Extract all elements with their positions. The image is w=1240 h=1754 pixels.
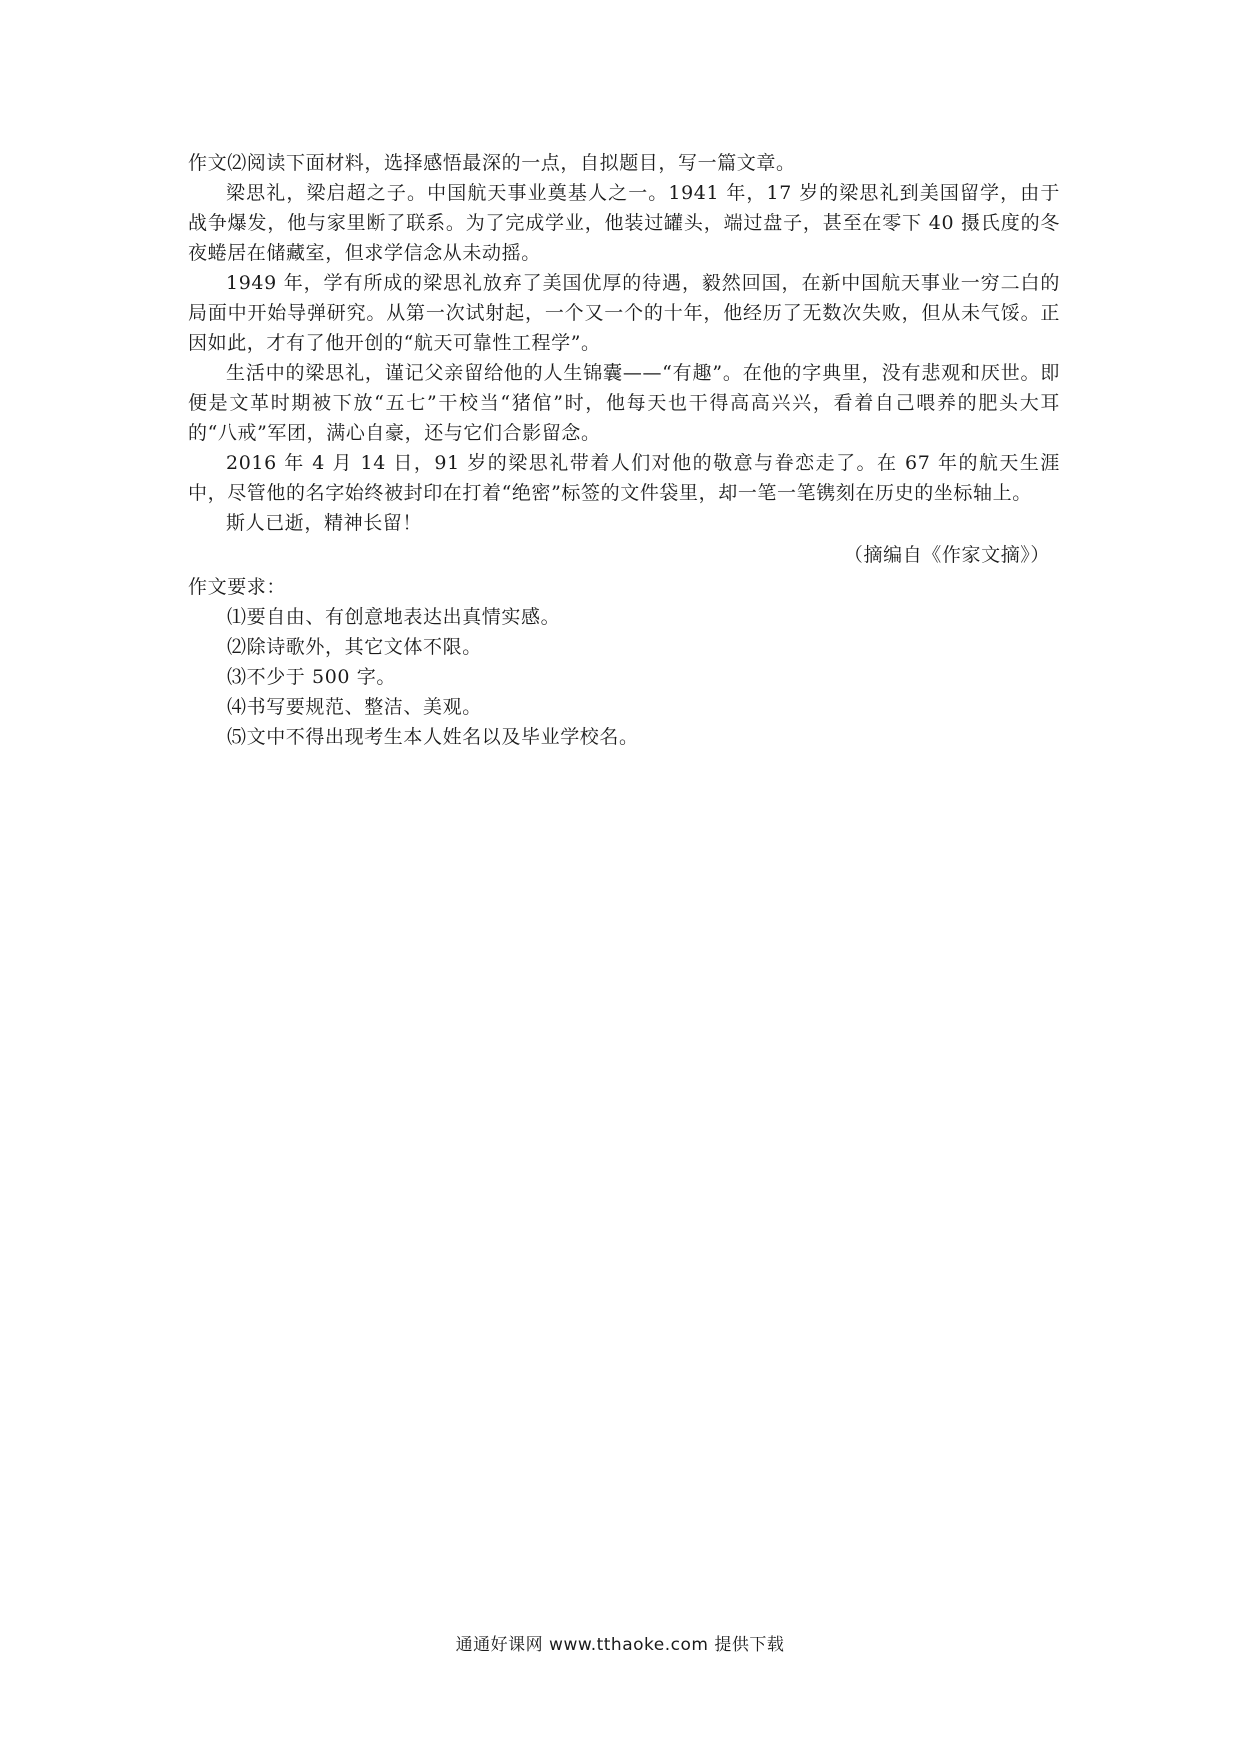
material-paragraph: 梁思礼，梁启超之子。中国航天事业奠基人之一。1941 年，17 岁的梁思礼到美国留学，由于战争爆发，他与家里断了联系。为了完成学业，他装过罐头，端过盘子，甚至在零下 40 摄氏度的冬夜蜷居在储藏室，但求学信念从未动摇。 (188, 182, 1060, 264)
material-paragraph: 斯人已逝，精神长留！ (226, 512, 423, 534)
requirement-item: ⑴要自由、有创意地表达出真情实感。 (227, 606, 561, 628)
requirements-list (188, 602, 1060, 752)
page-footer: 通通好课网 www.tthaoke.com 提供下载 (455, 1635, 785, 1655)
material-paragraph: 2016 年 4 月 14 日，91 岁的梁思礼带着人们对他的敬意与眷恋走了。在 67 年的航天生涯中，尽管他的名字始终被封印在打着“绝密”标签的文件袋里，却一笔一笔镌刻在历史的坐标轴上。 (188, 452, 1060, 504)
requirements-heading: 作文要求： (188, 576, 287, 598)
material-paragraph: 生活中的梁思礼，谨记父亲留给他的人生锦囊——“有趣”。在他的字典里，没有悲观和厌世。即便是文革时期被下放“五七”干校当“猪倌”时，他每天也干得高高兴兴，看着自己喂养的肥头大耳的“八戒”军团，满心自豪，还与它们合影留念。 (188, 362, 1060, 444)
source-citation: （摘编自《作家文摘》） (843, 544, 1050, 566)
material-paragraph: 1949 年，学有所成的梁思礼放弃了美国优厚的待遇，毅然回国，在新中国航天事业一穷二白的局面中开始导弹研究。从第一次试射起，一个又一个的十年，他经历了无数次失败，但从未气馁。正因如此，才有了他开创的“航天可靠性工程学”。 (188, 272, 1060, 354)
requirement-item: ⑷书写要规范、整洁、美观。 (227, 696, 482, 718)
requirement-item: ⑵除诗歌外，其它文体不限。 (227, 636, 482, 658)
requirement-item: ⑶不少于 500 字。 (227, 666, 396, 688)
document-body (188, 148, 1060, 752)
requirement-item: ⑸文中不得出现考生本人姓名以及毕业学校名。 (227, 726, 639, 748)
essay-prompt-title: 作文⑵阅读下面材料，选择感悟最深的一点，自拟题目，写一篇文章。 (188, 152, 796, 174)
